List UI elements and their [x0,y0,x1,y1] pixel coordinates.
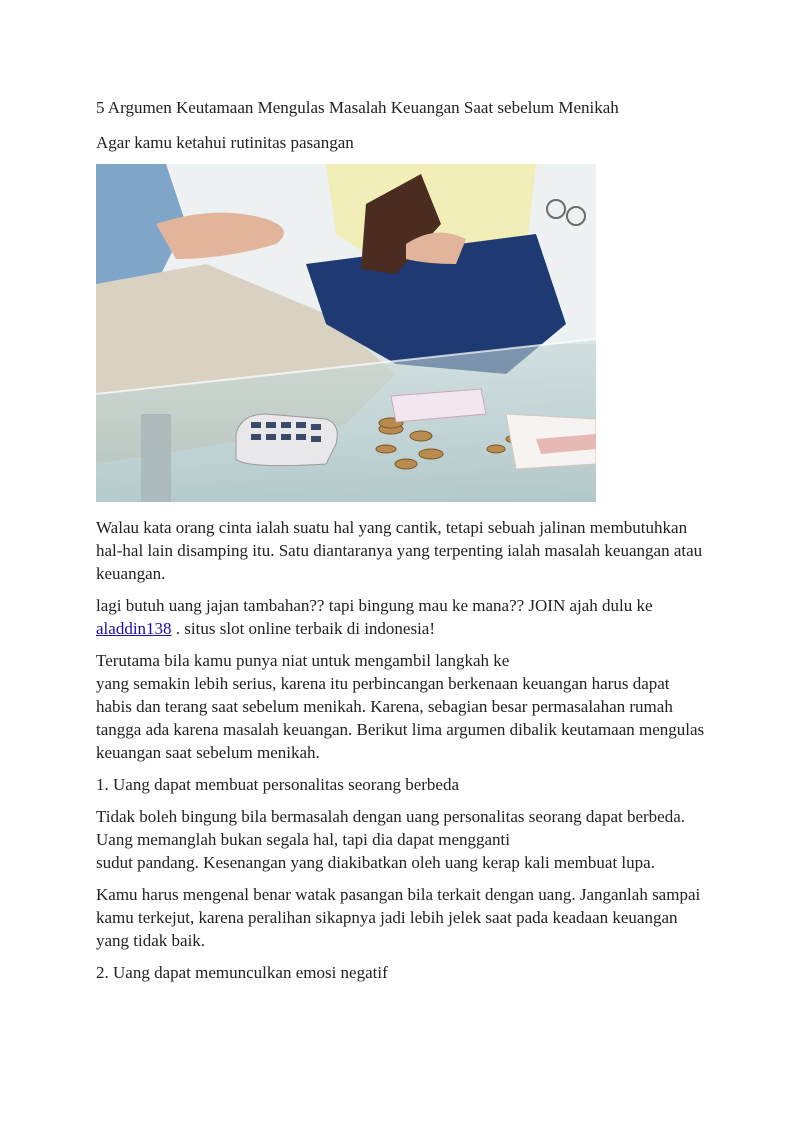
paragraph-personality [96,805,706,874]
paragraph-serious-step-line1: Terutama bila kamu punya niat untuk mengambil langkah ke [96,651,510,670]
couple-finances-photo [96,164,596,502]
intro-paragraph: Walau kata orang cinta ialah suatu hal yang cantik, tetapi sebuah jalinan membutuhkan hal-hal lain disamping itu. Satu diantaranya yang terpenting ialah masalah keuangan atau keuangan. [96,518,703,583]
promo-text-before: lagi butuh uang jajan tambahan?? tapi bingung mau ke mana?? JOIN ajah dulu ke [96,596,653,615]
paragraph-personality-part1: Tidak boleh bingung bila bermasalah dengan uang personalitas seorang dapat berbeda. Uang memanglah bukan segala hal, tapi dia dapat mengganti [96,807,686,849]
paragraph-partner-character: Kamu harus mengenal benar watak pasangan bila terkait dengan uang. Janganlah sampai kamu terkejut, karena peralihan sikapnya jadi lebih jelek saat pada keadaan keuangan yang tidak baik. [96,885,701,950]
promo-text-after: . situs slot online terbaik di indonesia! [171,619,436,638]
paragraph-personality-part2: sudut pandang. Kesenangan yang diakibatkan oleh uang kerap kali membuat lupa. [96,853,655,872]
paragraph-serious-step [96,649,706,764]
aladdin138-link[interactable]: aladdin138 [96,619,172,638]
paragraph-serious-step-rest: yang semakin lebih serius, karena itu perbincangan berkenaan keuangan harus dapat habis dan terang saat sebelum menikah. Karena, sebagian besar permasalahan rumah tangga ada karena masalah keuangan. Berikut lima argumen dibalik keutamaan mengulas keuangan saat sebelum menikah. [96,674,705,762]
article-body [96,96,706,993]
article-subtitle: Agar kamu ketahui rutinitas pasangan [96,133,354,152]
section-heading-1: 1. Uang dapat membuat personalitas seorang berbeda [96,775,460,794]
section-heading-2: 2. Uang dapat memunculkan emosi negatif [96,963,388,982]
article-title: 5 Argumen Keutamaan Mengulas Masalah Keuangan Saat sebelum Menikah [96,98,619,117]
promo-paragraph [96,594,706,640]
